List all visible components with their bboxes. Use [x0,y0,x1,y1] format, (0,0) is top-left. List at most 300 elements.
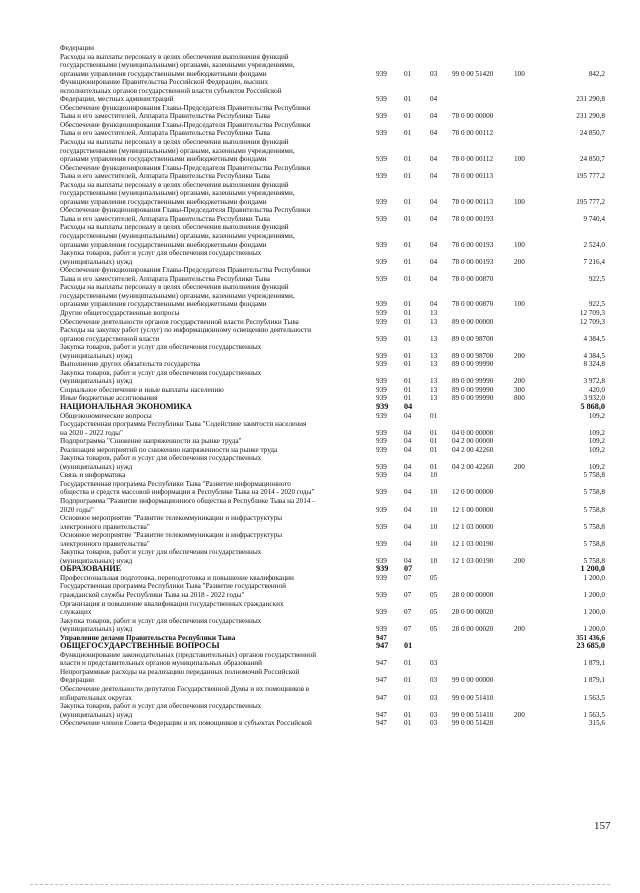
row-name: Закупка товаров, работ и услуг для обеспечения государственных (муниципальных) нужд [60,548,262,565]
row-ved-code: 939 [376,69,387,78]
row-amount: 4 384,5 [583,334,605,343]
row-subsection-code: 01 [430,428,438,437]
row-subsection-code: 13 [430,351,438,360]
row-ved-code: 939 [376,377,387,386]
row-subsection-code: 13 [430,308,438,317]
row-section-code: 04 [404,471,412,480]
row-name: Закупка товаров, работ и услуг для обеспечения государственных (муниципальных) нужд [60,616,262,634]
row-ved-code: 939 [376,471,387,480]
row-subsection-code: 05 [430,573,438,582]
row-subsection-code: 10 [430,539,438,548]
row-amount: 5 758,8 [583,471,605,480]
row-section-code: 01 [404,317,412,326]
row-amount: 195 777,2 [576,172,605,181]
table-row [60,369,605,386]
row-expense-type: 200 [514,462,525,471]
row-section-code: 04 [404,505,412,514]
row-section-code: 01 [404,351,412,360]
row-amount: 3 932,0 [583,394,605,403]
row-section-code: 07 [404,591,412,599]
row-subsection-code: 04 [430,257,438,266]
row-subsection-code: 03 [430,693,438,702]
table-row [60,44,605,53]
row-section-code: 01 [404,274,412,283]
row-subsection-code: 10 [430,556,438,565]
row-ved-code: 939 [376,112,387,121]
row-ved-code: 939 [376,462,387,471]
row-ved-code: 939 [376,573,387,582]
row-target-article: 04 0 00 00000 [452,428,494,437]
row-name: Обеспечение функционирования Главы-Председателя Правительства Республики Тыва и его заместителей, Аппарата Правительства Республики Тыва [60,120,311,138]
row-target-article: 78 0 00 00870 [452,274,494,283]
row-name: Расходы на выплаты персоналу в целях обеспечения выполнения функций государственными (муниципальными) органами, казенными учреждениями, органами управления государственными внебюджетными фондами [60,52,295,78]
table-row [60,283,605,309]
row-expense-type: 200 [514,351,525,360]
row-amount: 1 200,0 [583,625,605,634]
row-section-code: 04 [404,428,412,437]
row-amount: 842,2 [588,69,605,78]
row-subsection-code: 05 [430,608,438,617]
row-ved-code: 947 [376,641,389,651]
row-section-code: 01 [404,641,413,651]
row-ved-code: 939 [376,625,387,634]
row-ved-code: 947 [376,693,387,702]
row-section-code: 01 [404,385,412,394]
row-ved-code: 939 [376,360,387,369]
table-row [60,582,605,599]
row-target-article: 78 0 00 00112 [452,129,494,138]
table-row [60,309,605,318]
row-subsection-code: 10 [430,522,438,531]
row-section-code: 04 [404,445,412,454]
row-target-article: 28 0 00 00020 [452,625,494,634]
row-amount: 5 758,8 [583,505,605,514]
row-amount: 315,6 [588,719,605,728]
row-ved-code: 939 [376,401,389,411]
table-row [60,446,605,455]
row-target-article: 28 0 00 00020 [452,608,494,617]
row-subsection-code: 04 [430,172,438,181]
row-name: ОБРАЗОВАНИЕ [60,564,122,574]
table-row [60,78,605,104]
table-row [60,53,605,79]
row-section-code: 01 [404,257,412,266]
row-ved-code: 939 [376,172,387,181]
table-row [60,386,605,395]
row-target-article: 78 0 00 00113 [452,172,494,181]
table-row [60,121,605,138]
row-subsection-code: 04 [430,197,438,206]
row-name: Расходы на выплаты персоналу в целях обеспечения выполнения функций государственными (муниципальными) органами, казенными учреждениями, органами управления государственными внебюджетными фондами [60,180,295,206]
row-target-article: 78 0 00 00113 [452,197,494,206]
row-amount: 351 436,6 [576,633,605,642]
row-expense-type: 200 [514,377,525,386]
row-section-code: 01 [404,377,412,386]
row-amount: 231 290,8 [576,95,605,104]
page-bottom-rule [30,884,610,885]
row-section-code: 01 [404,197,412,206]
row-ved-code: 939 [376,317,387,326]
row-section-code: 01 [404,129,412,138]
table-row [60,702,605,719]
row-name: Выполнение других обязательств государства [60,360,201,369]
table-row [60,471,605,480]
row-target-article: 12 0 00 00000 [452,488,494,497]
row-name: Государственная программа Республики Тыва "Развитие информационного общества и средств массовой информации в Республике Тыва на 2014 - 2020 годы" [60,479,315,497]
table-row [60,412,605,421]
row-amount: 1 563,5 [583,710,605,719]
table-row [60,668,605,685]
row-amount: 231 290,8 [576,112,605,121]
row-name: Обеспечение функционирования Главы-Председателя Правительства Республики Тыва и его заместителей, Аппарата Правительства Республики Тыва [60,206,311,223]
row-name: Государственная программа Республики Тыва "Содействие занятости населения на 2020 - 2022 годы" [60,420,307,437]
table-row [60,403,605,412]
table-row [60,454,605,471]
row-subsection-code: 03 [430,676,438,685]
row-name: Закупка товаров, работ и услуг для обеспечения государственных (муниципальных) нужд [60,702,262,719]
row-subsection-code: 04 [430,129,438,138]
row-target-article: 89 0 00 00000 [452,317,494,326]
row-section-code: 01 [404,394,412,403]
row-ved-code: 939 [376,197,387,206]
row-expense-type: 200 [514,257,525,266]
row-subsection-code: 03 [430,710,438,719]
row-section-code: 04 [404,556,412,565]
row-section-code: 01 [404,693,412,702]
row-amount: 12 709,3 [579,308,605,317]
row-name: Расходы на выплаты персоналу в целях обеспечения выполнения функций государственными (муниципальными) органами, казенными учреждениями, органами управления государственными внебюджетными фондами [60,138,295,164]
table-row [60,437,605,446]
row-section-code: 07 [404,608,412,617]
row-name: Иные бюджетные ассигнования [60,394,158,403]
row-name: Непрограммные расходы на реализацию переданных полномочий Российской Федерации [60,667,300,685]
row-section-code: 01 [404,360,412,369]
row-amount: 3 972,8 [583,377,605,386]
row-name: Закупка товаров, работ и услуг для обеспечения государственных (муниципальных) нужд [60,343,262,360]
row-target-article: 89 0 00 98700 [452,351,494,360]
row-amount: 5 758,8 [583,488,605,497]
table-row [60,104,605,121]
row-name: Закупка товаров, работ и услуг для обеспечения государственных (муниципальных) нужд [60,454,262,471]
row-section-code: 04 [404,401,413,411]
row-ved-code: 947 [376,633,387,642]
row-amount: 109,2 [588,437,605,446]
row-subsection-code: 05 [430,625,438,634]
row-ved-code: 939 [376,411,387,420]
row-amount: 5 758,8 [583,522,605,531]
row-subsection-code: 04 [430,240,438,249]
table-row [60,600,605,617]
row-section-code: 04 [404,539,412,548]
row-expense-type: 200 [514,710,525,719]
row-ved-code: 939 [376,564,389,574]
row-target-article: 78 0 00 00870 [452,300,494,309]
table-row [60,719,605,728]
table-row [60,223,605,249]
row-expense-type: 200 [514,625,525,634]
row-subsection-code: 13 [430,385,438,394]
table-row [60,343,605,360]
row-target-article: 99 0 00 51420 [452,69,494,78]
row-ved-code: 939 [376,522,387,531]
row-subsection-code: 04 [430,274,438,283]
row-amount: 8 324,8 [583,360,605,369]
row-subsection-code: 03 [430,69,438,78]
row-subsection-code: 10 [430,505,438,514]
row-target-article: 04 2 00 42260 [452,462,494,471]
row-name: Обеспечение функционирования Главы-Председателя Правительства Республики Тыва и его заместителей, Аппарата Правительства Республики Тыва [60,266,311,283]
row-ved-code: 939 [376,556,387,565]
table-row [60,138,605,164]
row-target-article: 78 0 00 00193 [452,240,494,249]
row-name: Организация и повышение квалификации государственных гражданских служащих [60,599,284,617]
row-name: НАЦИОНАЛЬНАЯ ЭКОНОМИКА [60,401,192,411]
row-section-code: 01 [404,155,412,164]
row-name: Расходы на выплаты персоналу в целях обеспечения выполнения функций государственными (муниципальными) органами, казенными учреждениями, органами управления государственными внебюджетными фондами [60,223,295,249]
row-name: Обеспечение членов Совета Федерации и их помощников в субъектах Российской [60,719,312,728]
row-subsection-code: 05 [430,591,438,599]
row-name: Обеспечение деятельности органов государственной власти Республики Тыва [60,317,299,326]
row-amount: 1 200,0 [583,573,605,582]
row-section-code: 01 [404,676,412,685]
table-row [60,497,605,514]
row-name: ОБЩЕГОСУДАРСТВЕННЫЕ ВОПРОСЫ [60,641,220,651]
table-row [60,685,605,702]
row-amount: 23 685,0 [576,641,605,651]
row-expense-type: 100 [514,197,525,206]
row-target-article: 89 0 00 99990 [452,377,494,386]
row-amount: 195 777,2 [576,197,605,206]
row-section-code: 01 [404,69,412,78]
row-target-article: 12 1 00 00000 [452,505,494,514]
row-ved-code: 939 [376,274,387,283]
table-row [60,531,605,548]
row-subsection-code: 03 [430,719,438,728]
table-row [60,164,605,181]
row-ved-code: 939 [376,214,387,223]
row-ved-code: 939 [376,608,387,617]
row-target-article: 12 1 03 00000 [452,522,494,531]
table-row [60,360,605,369]
row-amount: 24 850,7 [579,129,605,138]
row-expense-type: 100 [514,155,525,164]
row-ved-code: 939 [376,488,387,497]
table-row [60,420,605,437]
row-amount: 1 879,1 [583,676,605,685]
table-row [60,651,605,668]
row-subsection-code: 03 [430,659,438,668]
row-subsection-code: 01 [430,445,438,454]
row-section-code: 04 [404,462,412,471]
row-subsection-code: 13 [430,334,438,343]
row-expense-type: 200 [514,556,525,565]
row-amount: 5 758,8 [583,539,605,548]
table-row [60,206,605,223]
row-name: Функционирование законодательных (представительных) органов государственной власти и представительных органов муниципальных образований [60,650,317,668]
row-ved-code: 939 [376,95,387,104]
table-row [60,266,605,283]
table-row [60,642,605,651]
row-amount: 7 216,4 [583,257,605,266]
row-target-article: 12 1 03 00190 [452,556,494,565]
row-ved-code: 939 [376,240,387,249]
row-target-article: 12 1 03 00190 [452,539,494,548]
row-amount: 420,0 [588,385,605,394]
row-name: Общеэкономические вопросы [60,411,152,420]
row-ved-code: 939 [376,428,387,437]
row-ved-code: 939 [376,334,387,343]
row-name: Обеспечение функционирования Главы-Председателя Правительства Республики Тыва и его заместителей, Аппарата Правительства Республики Тыва [60,103,311,121]
row-subsection-code: 04 [430,155,438,164]
row-name: Расходы на закупку работ (услуг) по информационному освещению деятельности органов государственной власти [60,326,312,343]
row-name: Социальное обеспечение и иные выплаты населению [60,385,224,394]
row-subsection-code: 04 [430,112,438,121]
row-section-code: 01 [404,240,412,249]
row-subsection-code: 13 [430,360,438,369]
row-name: Профессиональная подготовка, переподготовка и повышение квалификации [60,573,294,582]
row-section-code: 07 [404,564,413,574]
row-amount: 24 850,7 [579,155,605,164]
table-row [60,249,605,266]
row-target-article: 78 0 00 00000 [452,112,494,121]
row-ved-code: 939 [376,505,387,514]
row-amount: 109,2 [588,462,605,471]
row-target-article: 99 0 00 51420 [452,719,494,728]
row-amount: 922,5 [588,274,605,283]
row-ved-code: 939 [376,445,387,454]
row-target-article: 28 0 00 00000 [452,591,494,599]
row-amount: 2 524,0 [583,240,605,249]
row-section-code: 01 [404,334,412,343]
row-target-article: 99 0 00 51410 [452,710,494,719]
table-row [60,574,605,583]
row-section-code: 07 [404,625,412,634]
row-section-code: 04 [404,488,412,497]
row-amount: 922,5 [588,300,605,309]
row-name: Обеспечение деятельности депутатов Государственной Думы и их помощников в избирательных округах [60,685,310,702]
row-ved-code: 939 [376,308,387,317]
row-name: Закупка товаров, работ и услуг для обеспечения государственных (муниципальных) нужд [60,368,262,386]
row-ved-code: 939 [376,300,387,309]
page-number: 157 [594,820,611,832]
row-subsection-code: 13 [430,394,438,403]
row-section-code: 01 [404,300,412,309]
row-name: Закупка товаров, работ и услуг для обеспечения государственных (муниципальных) нужд [60,249,262,266]
row-section-code: 01 [404,112,412,121]
row-name: Основное мероприятие "Развитие телекоммуникации и инфраструктуры электронного правительства" [60,531,283,548]
row-name: Федерации [60,44,94,52]
row-section-code: 01 [404,95,412,104]
row-target-article: 78 0 00 00112 [452,155,494,164]
row-amount: 109,2 [588,428,605,437]
row-amount: 109,2 [588,445,605,454]
table-row [60,480,605,497]
row-expense-type: 100 [514,240,525,249]
row-expense-type: 100 [514,300,525,309]
row-expense-type: 100 [514,69,525,78]
row-amount: 1 879,1 [583,659,605,668]
row-ved-code: 947 [376,710,387,719]
row-ved-code: 939 [376,257,387,266]
row-amount: 1 200,0 [583,591,605,599]
row-subsection-code: 10 [430,471,438,480]
row-amount: 5 758,8 [583,556,605,565]
table-row [60,514,605,531]
row-subsection-code: 04 [430,214,438,223]
row-name: Связь и информатика [60,471,126,480]
row-subsection-code: 13 [430,377,438,386]
row-name: Другие общегосударственные вопросы [60,308,180,317]
row-section-code: 01 [404,172,412,181]
row-amount: 1 200,0 [583,608,605,617]
row-target-article: 04 2 00 00000 [452,437,494,446]
row-expense-type: 800 [514,394,525,403]
row-ved-code: 947 [376,719,387,728]
row-amount: 5 868,0 [580,401,605,411]
row-subsection-code: 04 [430,300,438,309]
row-ved-code: 939 [376,539,387,548]
row-amount: 12 709,3 [579,317,605,326]
row-name: Подпрограмма "Снижение напряженности на рынке труда" [60,437,242,446]
row-ved-code: 939 [376,394,387,403]
table-row [60,617,605,634]
row-amount: 1 563,5 [583,693,605,702]
row-target-article: 78 0 00 00193 [452,214,494,223]
row-section-code: 01 [404,710,412,719]
row-target-article: 89 0 00 99990 [452,394,494,403]
row-expense-type: 300 [514,385,525,394]
row-subsection-code: 10 [430,488,438,497]
row-ved-code: 939 [376,129,387,138]
row-name: Управление делами Правительства Республики Тыва [60,633,236,642]
table-row [60,318,605,327]
row-subsection-code: 01 [430,411,438,420]
row-name: Подпрограмма "Развитие информационного общества в Республике Тыва на 2014 - 2020 годы" [60,496,315,514]
row-target-article: 99 0 00 51410 [452,693,494,702]
row-name: Обеспечение функционирования Главы-Председателя Правительства Республики Тыва и его заместителей, Аппарата Правительства Республики Тыва [60,163,311,181]
row-name: Основное мероприятие "Развитие телекоммуникации и инфраструктуры электронного правительства" [60,514,283,531]
row-ved-code: 939 [376,351,387,360]
row-section-code: 04 [404,522,412,531]
table-row [60,181,605,207]
row-subsection-code: 13 [430,317,438,326]
row-section-code: 01 [404,719,412,728]
row-ved-code: 939 [376,155,387,164]
row-section-code: 04 [404,411,412,420]
row-ved-code: 939 [376,385,387,394]
row-amount: 1 200,0 [580,564,605,574]
row-ved-code: 947 [376,659,387,668]
row-section-code: 07 [404,573,412,582]
row-target-article: 78 0 00 00193 [452,257,494,266]
row-amount: 109,2 [588,411,605,420]
row-ved-code: 947 [376,676,387,685]
row-subsection-code: 01 [430,437,438,446]
row-amount: 4 384,5 [583,351,605,360]
row-ved-code: 939 [376,437,387,446]
row-name: Государственная программа Республики Тыва "Развитие государственной гражданской службы Республики Тыва на 2018 - 2022 годы" [60,582,287,599]
row-section-code: 01 [404,214,412,223]
row-section-code: 04 [404,437,412,446]
row-target-article: 99 0 00 00000 [452,676,494,685]
table-row [60,565,605,574]
row-name: Расходы на выплаты персоналу в целях обеспечения выполнения функций государственными (муниципальными) органами, казенными учреждениями, органами управления государственными внебюджетными фондами [60,283,295,309]
table-row [60,548,605,565]
row-subsection-code: 04 [430,95,438,104]
row-amount: 9 740,4 [583,214,605,223]
budget-table [60,44,605,728]
row-ved-code: 939 [376,591,387,599]
